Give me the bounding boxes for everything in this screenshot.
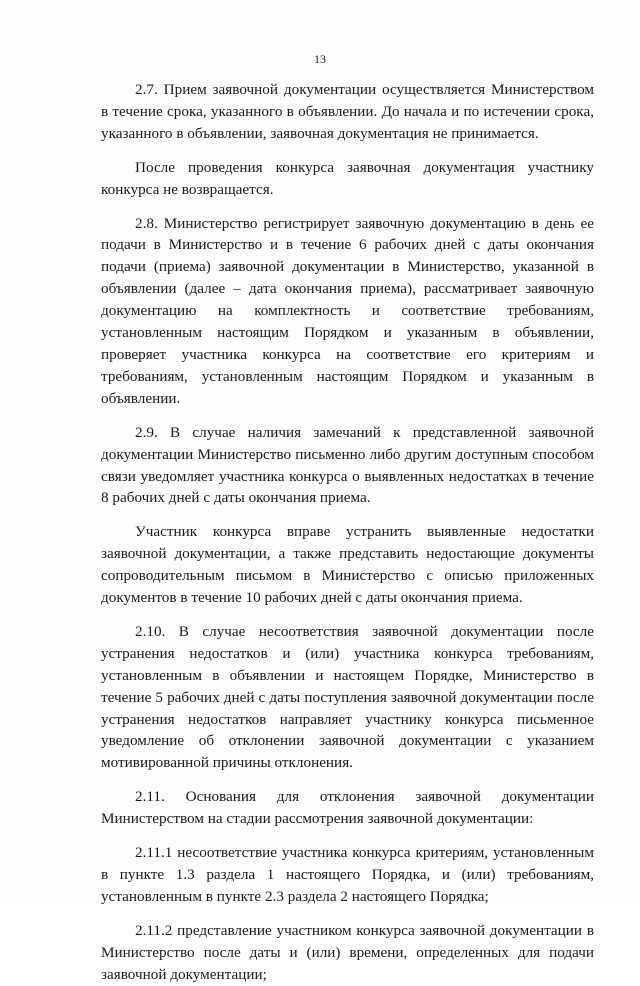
paragraph-2-9: 2.9. В случае наличия замечаний к представленной заявочной документации Министерство письменно либо другим доступным способом связи уведомляет участника конкурса о выявленных недостатках в течение 8 рабочих дней с даты окончания приема.	[101, 423, 594, 507]
paragraph-2-11-2: 2.11.2 представление участником конкурса заявочной документации в Министерство после даты и (или) времени, определенных для подачи заявочной документации;	[101, 921, 594, 983]
paragraph-2-11: 2.11. Основания для отклонения заявочной документации Министерством на стадии рассмотрения заявочной документации:	[101, 788, 594, 828]
paragraph-2-8: 2.8. Министерство регистрирует заявочную документацию в день ее подачи в Министерство и в течение 6 рабочих дней с даты окончания подачи (приема) заявочной документации в Министерство, указанной в объявлении (далее – дата окончания приема), рассматривает заявочную документацию на комплектность и соответствие требованиям, установленным настоящим Порядком и указанным в объявлении, проверяет участника конкурса на соответствие его критериям и требованиям, установленным настоящим Порядком и указанным в объявлении.	[101, 214, 594, 407]
paragraph-2-7: 2.7. Прием заявочной документации осуществляется Министерством в течение срока, указанного в объявлении. До начала и по истечении срока, указанного в объявлении, заявочная документация не принимается.	[101, 81, 594, 142]
paragraph-2-9-note: Участник конкурса вправе устранить выявленные недостатки заявочной документации, а также представить недостающие документы сопроводительным письмом в Министерство с описью приложенных документов в течение 10 рабочих дней с даты окончания приема.	[101, 523, 594, 607]
paragraph-2-7-note: После проведения конкурса заявочная документация участнику конкурса не возвращается.	[101, 158, 594, 198]
paragraph-2-10: 2.10. В случае несоответствия заявочной документации после устранения недостатков и (или) участника конкурса требованиям, установленным в объявлении и настоящем Порядке, Министерство в течение 5 рабочих дней с даты поступления заявочной документации после устранения недостатков направляет участнику конкурса письменное уведомление об отклонении заявочной документации с указанием мотивированной причины отклонения.	[101, 622, 594, 772]
document-body	[101, 79, 594, 986]
paragraph-2-11-1: 2.11.1 несоответствие участника конкурса критериям, установленным в пункте 1.3 раздела 1 настоящего Порядка, и (или) требованиям, установленным в пункте 2.3 раздела 2 настоящего Порядка;	[101, 844, 594, 905]
page-number: 13	[314, 52, 326, 66]
